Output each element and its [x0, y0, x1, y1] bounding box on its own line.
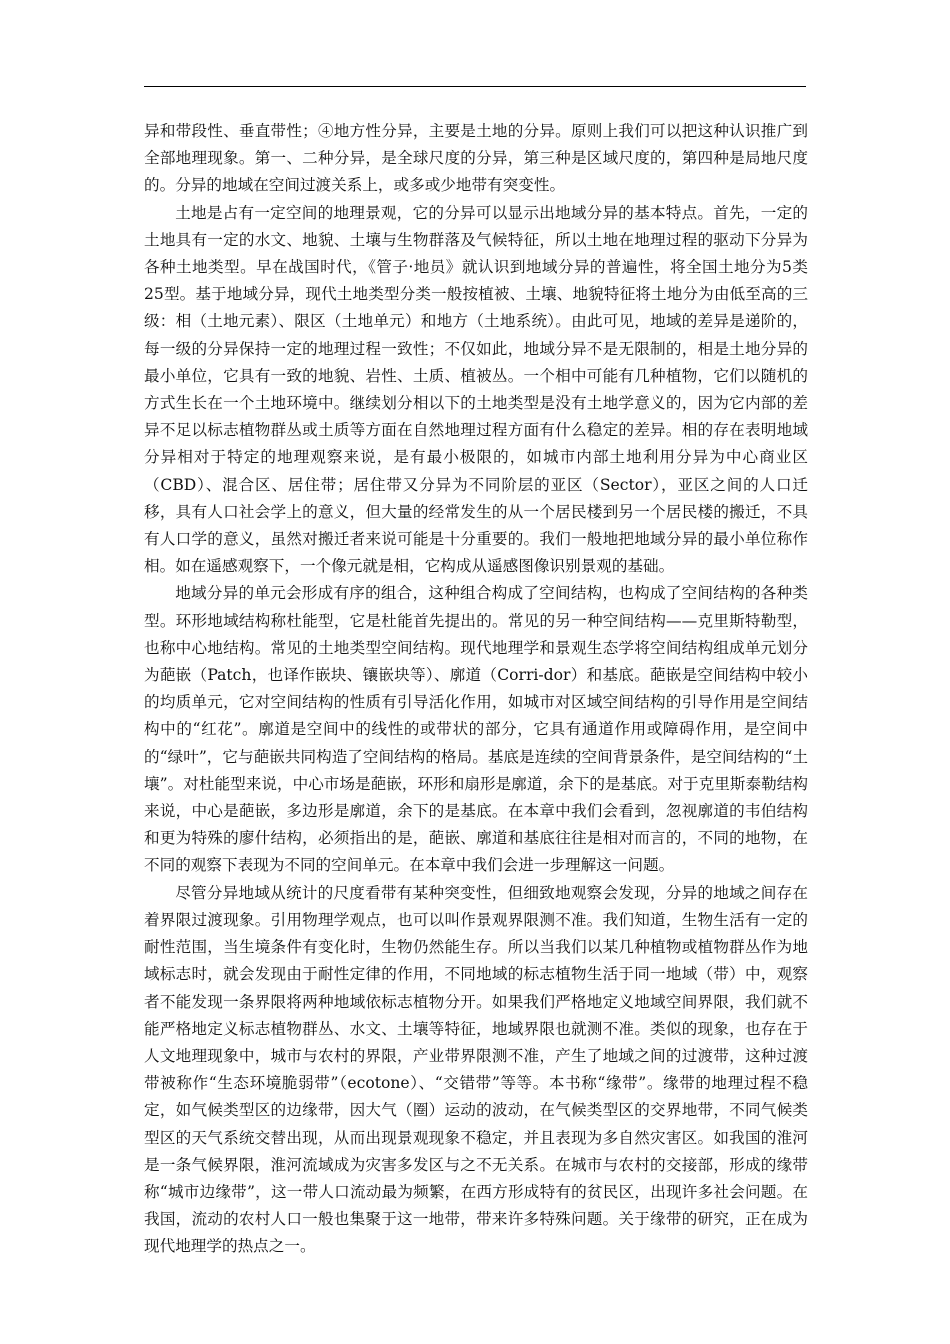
header-rule [144, 86, 806, 87]
paragraph-spatial-structure: 地域分异的单元会形成有序的组合，这种组合构成了空间结构，也构成了空间结构的各种类型。环形地域结构称杜能型，它是杜能首先提出的。常见的另一种空间结构——克里斯特勒型，也称中心地结构。常见的土地类型空间结构。现代地理学和景观生态学将空间结构组成单元划分为葩嵌（Patch，也译作嵌块、镶嵌块等）、廓道（Corri-dor）和基底。葩嵌是空间结构中较小的均质单元，它对空间结构的性质有引导活化作用，如城市对区域空间结构的引导作用是空间结构中的“红花”。廓道是空间中的线性的或带状的部分，它具有通道作用或障碍作用，是空间中的“绿叶”，它与葩嵌共同构造了空间结构的格局。基底是连续的空间背景条件，是空间结构的“土壤”。对杜能型来说，中心市场是葩嵌，环形和扇形是廓道，余下的是基底。对于克里斯泰勒结构来说，中心是葩嵌，多边形是廓道，余下的是基底。在本章中我们会看到，忽视廓道的韦伯结构和更为特殊的廖什结构，必须指出的是，葩嵌、廓道和基底往往是相对而言的，不同的地物，在不同的观察下表现为不同的空间单元。在本章中我们会进一步理解这一问题。 [144, 584, 808, 875]
paragraph-continued: 异和带段性、垂直带性；④地方性分异，主要是土地的分异。原则上我们可以把这种认识推广到全部地理现象。第一、二种分异，是全球尺度的分异，第三种是区域尺度的，第四种是局地尺度的。分异的地域在空间过渡关系上，或多或少地带有突变性。 [144, 122, 808, 195]
body-text [144, 118, 808, 1261]
paragraph-ecotone: 尽管分异地域从统计的尺度看带有某种突变性，但细致地观察会发现，分异的地域之间存在着界限过渡现象。引用物理学观点，也可以叫作景观界限测不准。我们知道，生物生活有一定的耐性范围，当生境条件有变化时，生物仍然能生存。所以当我们以某几种植物或植物群丛作为地域标志时，就会发现由于耐性定律的作用，不同地域的标志植物生活于同一地域（带）中，观察者不能发现一条界限将两种地域依标志植物分开。如果我们严格地定义地域空间界限，我们就不能严格地定义标志植物群丛、水文、土壤等特征，地域界限也就测不准。类似的现象，也存在于人文地理现象中，城市与农村的界限，产业带界限测不准，产生了地域之间的过渡带，这种过渡带被称作“生态环境脆弱带”（ecotone）、“交错带”等等。本书称“缘带”。缘带的地理过程不稳定，如气候类型区的边缘带，因大气（圈）运动的波动，在气候类型区的交界地带，不同气候类型区的天气系统交替出现，从而出现景观现象不稳定，并且表现为多自然灾害区。如我国的淮河是一条气候界限，淮河流域成为灾害多发区与之不无关系。在城市与农村的交接部，形成的缘带称“城市边缘带”，这一带人口流动最为频繁，在西方形成特有的贫民区，出现许多社会问题。在我国，流动的农村人口一般也集聚于这一地带，带来许多特殊问题。关于缘带的研究，正在成为现代地理学的热点之一。 [144, 883, 808, 1256]
paragraph-land-differentiation: 土地是占有一定空间的地理景观，它的分异可以显示出地域分异的基本特点。首先，一定的土地具有一定的水文、地貌、土壤与生物群落及气候特征，所以土地在地理过程的驱动下分异为各种土地类型。早在战国时代，《管子·地员》就认识到地域分异的普遍性，将全国土地分为5类25型。基于地域分异，现代土地类型分类一般按植被、土壤、地貌特征将土地分为由低至高的三级：相（土地元素）、限区（土地单元）和地方（土地系统）。由此可见，地域的差异是递阶的，每一级的分异保持一定的地理过程一致性；不仅如此，地域分异不是无限制的，相是土地分异的最小单位，它具有一致的地貌、岩性、土质、植被丛。一个相中可能有几种植物，它们以随机的方式生长在一个土地环境中。继续划分相以下的土地类型是没有土地学意义的，因为它内部的差异不足以标志植物群丛或土质等方面在自然地理过程方面有什么稳定的差异。相的存在表明地域分异相对于特定的地理观察来说，是有最小极限的，如城市内部土地利用分异为中心商业区（CBD）、混合区、居住带；居住带又分异为不同阶层的亚区（Sector），亚区之间的人口迁移，具有人口社会学上的意义，但大量的经常发生的从一个居民楼到另一个居民楼的搬迁，不具有人口学的意义，虽然对搬迁者来说可能是十分重要的。我们一般地把地域分异的最小单位称作相。如在遥感观察下，一个像元就是相，它构成从遥感图像识别景观的基础。 [144, 203, 808, 576]
